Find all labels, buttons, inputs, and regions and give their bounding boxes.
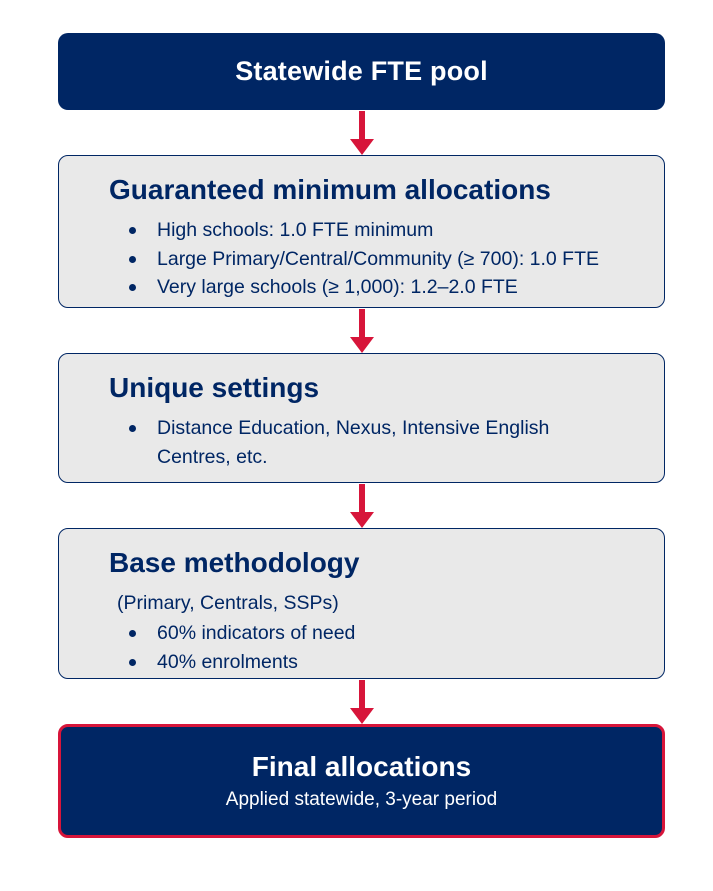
flow-node-base-methodology — [58, 528, 665, 679]
arrow-down-icon — [58, 483, 665, 528]
node-title: Base methodology — [109, 547, 360, 578]
flow-node-unique-settings — [58, 353, 665, 483]
bullet-item: 60% indicators of need — [129, 619, 636, 648]
bullet-list — [109, 216, 636, 302]
arrow-down-icon — [58, 308, 665, 353]
bullet-item: Very large schools (≥ 1,000): 1.2–2.0 FTE — [129, 273, 636, 302]
bullet-item: Distance Education, Nexus, Intensive English Centres, etc. — [129, 414, 591, 471]
flow-node-guaranteed-minimum-allocations — [58, 155, 665, 308]
flowchart-column — [58, 33, 665, 838]
arrow-shaft — [359, 111, 365, 139]
flow-node-statewide-fte-pool — [58, 33, 665, 110]
arrow-shaft — [359, 484, 365, 512]
node-title: Guaranteed minimum allocations — [109, 174, 551, 205]
flow-node-final-allocations — [58, 724, 665, 838]
bullet-list — [109, 619, 636, 676]
arrow-shaft — [359, 680, 365, 708]
arrow-down-icon — [58, 679, 665, 724]
node-title: Unique settings — [109, 372, 320, 403]
arrow-head — [350, 139, 374, 155]
node-subtitle: (Primary, Centrals, SSPs) — [117, 592, 339, 614]
arrow-down-icon — [58, 110, 665, 155]
node-title: Statewide FTE pool — [235, 56, 488, 86]
arrow-head — [350, 337, 374, 353]
arrow-head — [350, 512, 374, 528]
bullet-item: Large Primary/Central/Community (≥ 700): 1.0 FTE — [129, 245, 636, 274]
node-subtitle: Applied statewide, 3-year period — [225, 789, 498, 810]
arrow-head — [350, 708, 374, 724]
arrow-shaft — [359, 309, 365, 337]
bullet-item: 40% enrolments — [129, 648, 636, 677]
node-title: Final allocations — [251, 751, 472, 782]
bullet-list — [109, 414, 636, 471]
bullet-item: High schools: 1.0 FTE minimum — [129, 216, 636, 245]
